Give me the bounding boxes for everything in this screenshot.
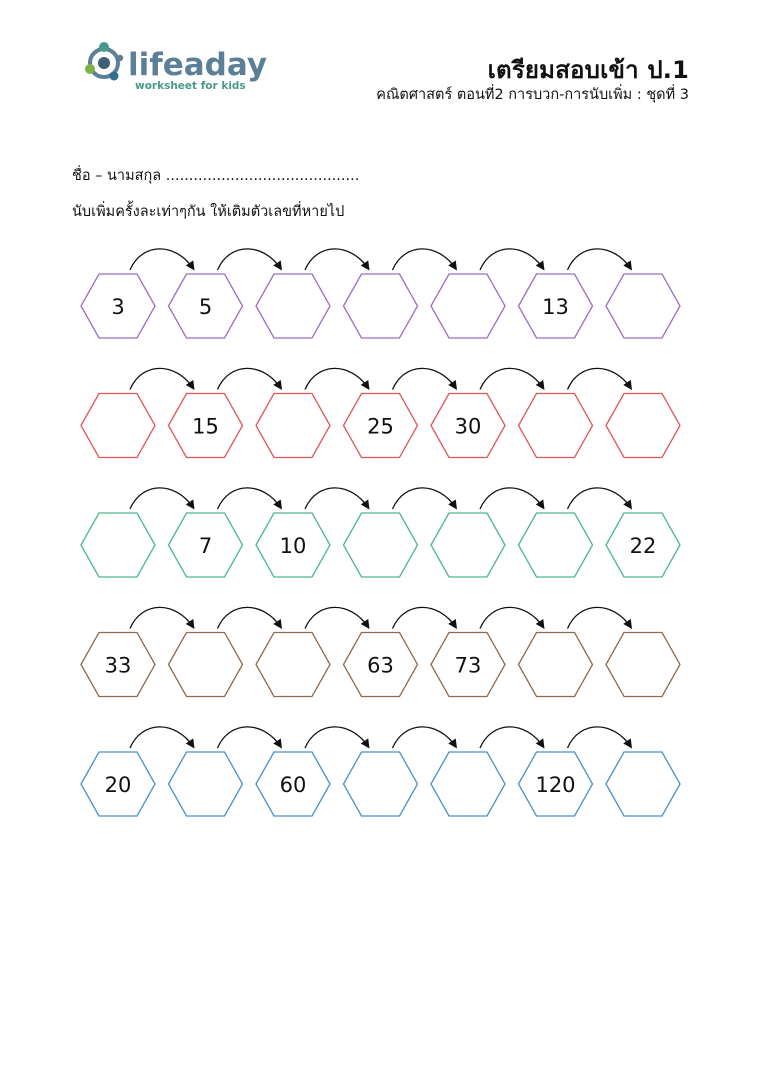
arrow-icon [480, 727, 544, 748]
blank-hexagon[interactable] [519, 513, 593, 577]
hexagon-number: 120 [535, 773, 576, 797]
hexagon-shape [431, 274, 505, 338]
blank-hexagon[interactable] [256, 274, 330, 338]
hexagon-number: 15 [192, 414, 219, 439]
sequence-row [81, 488, 680, 577]
arrow-icon [568, 727, 632, 748]
arrow-icon [305, 607, 369, 628]
number-hexagon [169, 394, 243, 458]
arrow-icon [393, 727, 457, 748]
hexagon-number: 7 [198, 534, 213, 558]
hexagon-shape [606, 633, 680, 697]
hexagon-shape [81, 513, 155, 577]
arrow-icon [218, 607, 282, 628]
hexagon-shape [169, 752, 243, 816]
hexagon-number: 20 [104, 773, 132, 797]
number-hexagon [606, 513, 680, 577]
instruction-text: นับเพิ่มครั้งละเท่าๆกัน ให้เติมตัวเลขที่หายไป [72, 204, 345, 220]
blank-hexagon[interactable] [169, 752, 243, 816]
number-hexagon [81, 752, 155, 816]
logo-icon [80, 38, 280, 94]
number-hexagon [344, 394, 418, 458]
hexagon-shape [344, 513, 418, 577]
blank-hexagon[interactable] [169, 633, 243, 697]
blank-hexagon[interactable] [606, 274, 680, 338]
page-subtitle: คณิตศาสตร์ ตอนที่2 การบวก-การนับเพิ่ม : ชุดที่ 3 [376, 87, 689, 103]
arrow-icon [568, 368, 632, 389]
hexagon-shape [81, 394, 155, 458]
blank-hexagon[interactable] [81, 394, 155, 458]
blank-hexagon[interactable] [256, 633, 330, 697]
hexagon-shape [431, 513, 505, 577]
arrow-icon [568, 249, 632, 270]
blank-hexagon[interactable] [606, 752, 680, 816]
arrow-icon [218, 727, 282, 748]
hexagon-number: 60 [279, 773, 307, 797]
brand-logo [80, 38, 280, 94]
arrow-icon [393, 607, 457, 628]
arrow-icon [130, 249, 194, 270]
arrow-icon [130, 368, 194, 389]
blank-hexagon[interactable] [431, 752, 505, 816]
number-hexagon [519, 274, 593, 338]
arrow-icon [568, 488, 632, 509]
hexagon-number: 73 [454, 653, 482, 678]
number-hexagon [256, 513, 330, 577]
hexagon-shape [256, 274, 330, 338]
blank-hexagon[interactable] [606, 394, 680, 458]
hexagon-number: 25 [367, 414, 394, 439]
hexagon-number: 13 [542, 295, 569, 319]
hexagon-shape [169, 633, 243, 697]
number-hexagon [169, 513, 243, 577]
hexagon-number: 3 [111, 295, 125, 319]
number-hexagon [169, 274, 243, 338]
blank-hexagon[interactable] [344, 274, 418, 338]
hexagon-shape [606, 394, 680, 458]
hexagon-number: 63 [367, 653, 394, 678]
arrow-icon [480, 488, 544, 509]
hexagon-shape [256, 633, 330, 697]
student-name-line: ชื่อ – นามสกุล .......................................... [72, 168, 360, 184]
blank-hexagon[interactable] [344, 513, 418, 577]
blank-hexagon[interactable] [431, 274, 505, 338]
blank-hexagon[interactable] [519, 394, 593, 458]
arrow-icon [218, 488, 282, 509]
sequence-row [81, 249, 680, 338]
arrow-icon [305, 488, 369, 509]
hexagon-shape [519, 633, 593, 697]
hexagon-shape [606, 752, 680, 816]
arrow-icon [305, 249, 369, 270]
page-title: เตรียมสอบเข้า ป.1 [487, 56, 689, 84]
arrow-icon [130, 607, 194, 628]
hexagon-shape [431, 752, 505, 816]
sequence-rows [81, 249, 680, 816]
hexagon-number: 5 [198, 295, 213, 319]
hexagon-number: 22 [629, 534, 657, 558]
arrow-icon [218, 368, 282, 389]
arrow-icon [393, 368, 457, 389]
arrow-icon [305, 727, 369, 748]
number-hexagon [81, 274, 155, 338]
hexagon-shape [344, 752, 418, 816]
blank-hexagon[interactable] [431, 513, 505, 577]
number-hexagon [256, 752, 330, 816]
blank-hexagon[interactable] [344, 752, 418, 816]
arrow-icon [393, 488, 457, 509]
sequence-row [81, 368, 680, 457]
hexagon-shape [606, 274, 680, 338]
brand-tagline: worksheet for kids [135, 80, 246, 92]
sequence-row [81, 607, 680, 696]
sequence-row [81, 727, 680, 816]
arrow-icon [305, 368, 369, 389]
blank-hexagon[interactable] [256, 394, 330, 458]
number-hexagon [81, 633, 155, 697]
blank-hexagon[interactable] [519, 633, 593, 697]
arrow-icon [393, 249, 457, 270]
brand-name: lifeaday [128, 47, 268, 83]
number-hexagon [344, 633, 418, 697]
arrow-icon [218, 249, 282, 270]
hexagon-number: 30 [454, 414, 482, 439]
arrow-icon [130, 488, 194, 509]
hexagon-number: 33 [104, 653, 132, 678]
blank-hexagon[interactable] [81, 513, 155, 577]
arrow-icon [568, 607, 632, 628]
number-hexagon [519, 752, 593, 816]
arrow-icon [480, 249, 544, 270]
number-hexagon [431, 633, 505, 697]
arrow-icon [480, 368, 544, 389]
hexagon-shape [519, 394, 593, 458]
blank-hexagon[interactable] [606, 633, 680, 697]
arrow-icon [130, 727, 194, 748]
arrow-icon [480, 607, 544, 628]
hexagon-shape [344, 274, 418, 338]
hexagon-shape [256, 394, 330, 458]
hexagon-number: 10 [279, 534, 307, 558]
hexagon-shape [519, 513, 593, 577]
number-hexagon [431, 394, 505, 458]
